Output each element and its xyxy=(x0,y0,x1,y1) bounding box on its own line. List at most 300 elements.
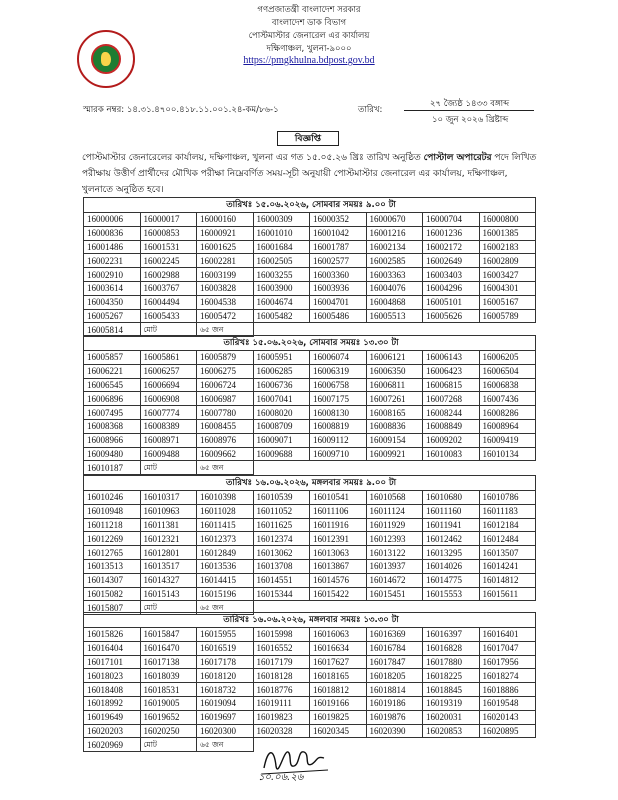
roll-number-cell: 16000017 xyxy=(140,213,197,227)
date-label: তারিখ: xyxy=(358,105,383,115)
roll-number-cell: 16016519 xyxy=(197,641,254,655)
roll-number-cell: 16008165 xyxy=(366,406,423,420)
roll-number-cell: 16001216 xyxy=(366,226,423,240)
roll-number-cell: 16004301 xyxy=(479,281,536,295)
table-row xyxy=(84,696,536,710)
roll-number-cell: 16014812 xyxy=(479,573,536,587)
roll-number-cell: 16004350 xyxy=(84,295,141,309)
roll-number-cell: 16012374 xyxy=(253,532,310,546)
total-label: মোট xyxy=(140,323,197,337)
roll-number-cell: 16019697 xyxy=(197,710,254,724)
roll-number-cell: 16020328 xyxy=(253,724,310,738)
roll-number-cell: 16006758 xyxy=(310,378,367,392)
roll-number-cell: 16006896 xyxy=(84,392,141,406)
roll-number-cell: 16020345 xyxy=(310,724,367,738)
roll-number-cell: 16018205 xyxy=(366,669,423,683)
roll-number-cell: 16016404 xyxy=(84,641,141,655)
roll-number-cell: 16019649 xyxy=(84,710,141,724)
roll-number-cell: 16001010 xyxy=(253,226,310,240)
roll-number-cell: 16003427 xyxy=(479,268,536,282)
roll-number-cell: 16007780 xyxy=(197,406,254,420)
roll-number-cell: 16009154 xyxy=(366,433,423,447)
roll-number-cell: 16013062 xyxy=(253,546,310,560)
roll-number-cell: 16019823 xyxy=(253,710,310,724)
roll-number-cell: 16005486 xyxy=(310,309,367,323)
roll-number-cell: 16008849 xyxy=(423,419,480,433)
roll-number-cell: 16020250 xyxy=(140,724,197,738)
roll-number-cell: 16002910 xyxy=(84,268,141,282)
roll-number-cell: 16016634 xyxy=(310,641,367,655)
table-row xyxy=(84,392,536,406)
roll-number-cell: 16017627 xyxy=(310,655,367,669)
roll-number-cell: 16010539 xyxy=(253,491,310,505)
roll-number-cell: 16020300 xyxy=(197,724,254,738)
roll-number-cell: 16011929 xyxy=(366,518,423,532)
post-name: পোস্টাল অপারেটর xyxy=(423,153,492,163)
roll-number-cell: 16000670 xyxy=(366,213,423,227)
roll-number-cell: 16012484 xyxy=(479,532,536,546)
roll-number-cell: 16005472 xyxy=(197,309,254,323)
roll-number-cell: 16005267 xyxy=(84,309,141,323)
roll-number-cell: 16009688 xyxy=(253,447,310,461)
roll-number-cell: 16011183 xyxy=(479,504,536,518)
table-row xyxy=(84,628,536,642)
roll-number-cell: 16017956 xyxy=(479,655,536,669)
roll-number-cell: 16003255 xyxy=(253,268,310,282)
roll-number-cell: 16008020 xyxy=(253,406,310,420)
table-row xyxy=(84,559,536,573)
roll-number-cell: 16011052 xyxy=(253,504,310,518)
roll-number-cell: 16002281 xyxy=(197,254,254,268)
roll-number-cell: 16006724 xyxy=(197,378,254,392)
roll-number-cell: 16012391 xyxy=(310,532,367,546)
roll-number-cell: 16019166 xyxy=(310,696,367,710)
date-divider xyxy=(404,110,534,111)
roll-number-cell: 16002134 xyxy=(366,240,423,254)
roll-number-cell: 16004674 xyxy=(253,295,310,309)
roll-number-cell: 16015344 xyxy=(253,587,310,601)
roll-number-cell: 16013517 xyxy=(140,559,197,573)
roll-number-cell: 16015955 xyxy=(197,628,254,642)
roll-number-cell: 16012462 xyxy=(423,532,480,546)
roll-number-cell: 16013122 xyxy=(366,546,423,560)
session-heading-row xyxy=(84,476,536,491)
roll-number-cell: 16000921 xyxy=(197,226,254,240)
roll-number-cell: 16001531 xyxy=(140,240,197,254)
notice-body-part2: পদে লিখিত পরীক্ষায় উত্তীর্ণ প্রার্থীদের মৌখিক পরীক্ষা নিম্নেবর্ণিত সময়-সূচী অনুযায়ী পোস্টমাস্টার জেনারেল এর কার্যালয়, দক্ষিণাঞ্চল, খুলনাতে অনুষ্ঠিত হবে। xyxy=(82,153,537,195)
roll-number-cell: 16012849 xyxy=(197,546,254,560)
roll-number-cell: 16013867 xyxy=(310,559,367,573)
roll-number-cell: 16006319 xyxy=(310,364,367,378)
table-row xyxy=(84,669,536,683)
roll-number-cell: 16019548 xyxy=(479,696,536,710)
table-row xyxy=(84,226,536,240)
roll-number-cell: 16003363 xyxy=(366,268,423,282)
table-row xyxy=(84,378,536,392)
table-row xyxy=(84,518,536,532)
roll-number-cell: 16010541 xyxy=(310,491,367,505)
roll-number-cell: 16019005 xyxy=(140,696,197,710)
roll-number-cell: 16019319 xyxy=(423,696,480,710)
roll-number-cell: 16004494 xyxy=(140,295,197,309)
roll-number-cell: 16008709 xyxy=(253,419,310,433)
table-row xyxy=(84,546,536,560)
total-row xyxy=(84,461,536,475)
roll-number-cell: 16002585 xyxy=(366,254,423,268)
roll-number-cell: 16018165 xyxy=(310,669,367,683)
roll-number-cell: 16012269 xyxy=(84,532,141,546)
roll-number-cell: 16018531 xyxy=(140,683,197,697)
roll-number-cell: 16003900 xyxy=(253,281,310,295)
roll-number-cell: 16017101 xyxy=(84,655,141,669)
session-heading: তারিখঃ ১৫.০৬.২০২৬, সোমবার সময়ঃ ১৩.৩০ টা xyxy=(84,336,536,351)
memo-number: স্মারক নম্বর: ১৪.৩১.৪৭০০.৪১৮.১১.০০১.২৪-কম/৮৬-১ xyxy=(83,105,279,115)
roll-number-cell: 16003936 xyxy=(310,281,367,295)
government-seal-logo xyxy=(77,30,135,88)
roll-number-cell: 16019111 xyxy=(253,696,310,710)
roll-number-cell: 16018225 xyxy=(423,669,480,683)
roll-number-cell: 16014307 xyxy=(84,573,141,587)
total-count: ৬৫ জন xyxy=(197,461,254,475)
roll-number-cell: 16010083 xyxy=(423,447,480,461)
roll-number-cell: 16002183 xyxy=(479,240,536,254)
roll-number-cell: 16011160 xyxy=(423,504,480,518)
table-row xyxy=(84,364,536,378)
website-link[interactable]: https://pmgkhulna.bdpost.gov.bd xyxy=(243,55,375,66)
roll-number-cell: 16017047 xyxy=(479,641,536,655)
roll-number-cell: 16019825 xyxy=(310,710,367,724)
roll-number-cell: 16018992 xyxy=(84,696,141,710)
roll-number-cell: 16014551 xyxy=(253,573,310,587)
roll-number-cell: 16020853 xyxy=(423,724,480,738)
roll-number-cell: 16014576 xyxy=(310,573,367,587)
roll-number-cell: 16015847 xyxy=(140,628,197,642)
roll-number-cell: 16002809 xyxy=(479,254,536,268)
roll-number-cell: 16010187 xyxy=(84,461,141,475)
roll-number-cell: 16016784 xyxy=(366,641,423,655)
roll-number-cell: 16019186 xyxy=(366,696,423,710)
roll-number-cell: 16008130 xyxy=(310,406,367,420)
roll-number-cell: 16011415 xyxy=(197,518,254,532)
roll-number-cell: 16006257 xyxy=(140,364,197,378)
roll-number-cell: 16001236 xyxy=(423,226,480,240)
roll-number-cell: 16002245 xyxy=(140,254,197,268)
roll-number-cell: 16008819 xyxy=(310,419,367,433)
roll-number-cell: 16001684 xyxy=(253,240,310,254)
roll-number-cell: 16016063 xyxy=(310,628,367,642)
roll-number-cell: 16001787 xyxy=(310,240,367,254)
roll-number-cell: 16017138 xyxy=(140,655,197,669)
roll-number-cell: 16006121 xyxy=(366,351,423,365)
roll-number-cell: 16008389 xyxy=(140,419,197,433)
roll-number-cell: 16011625 xyxy=(253,518,310,532)
header-line-dept: বাংলাদেশ ডাক বিভাগ xyxy=(271,18,347,28)
table-row xyxy=(84,351,536,365)
roll-number-cell: 16008966 xyxy=(84,433,141,447)
roll-number-cell: 16006694 xyxy=(140,378,197,392)
table-row xyxy=(84,295,536,309)
roll-number-cell: 16006205 xyxy=(479,351,536,365)
roll-number-cell: 16018776 xyxy=(253,683,310,697)
roll-number-cell: 16005167 xyxy=(479,295,536,309)
roll-number-cell: 16004538 xyxy=(197,295,254,309)
roll-number-cell: 16018732 xyxy=(197,683,254,697)
roll-number-cell: 16008455 xyxy=(197,419,254,433)
table-row xyxy=(84,724,536,738)
roll-number-cell: 16015611 xyxy=(479,587,536,601)
roll-number-cell: 16009071 xyxy=(253,433,310,447)
roll-number-cell: 16016470 xyxy=(140,641,197,655)
roll-number-cell: 16015553 xyxy=(423,587,480,601)
roll-number-cell: 16009921 xyxy=(366,447,423,461)
roll-number-cell: 16000836 xyxy=(84,226,141,240)
roll-number-cell: 16013507 xyxy=(479,546,536,560)
roll-number-cell: 16020031 xyxy=(423,710,480,724)
table-row xyxy=(84,213,536,227)
roll-number-cell: 16016397 xyxy=(423,628,480,642)
roll-number-cell: 16016552 xyxy=(253,641,310,655)
roll-number-cell: 16018812 xyxy=(310,683,367,697)
roll-number-cell: 16010317 xyxy=(140,491,197,505)
schedule-table-3 xyxy=(83,475,536,615)
roll-number-cell: 16018408 xyxy=(84,683,141,697)
session-heading: তারিখঃ ১৬.০৬.২০২৬, মঙ্গলবার সময়ঃ ৯.০০ টা xyxy=(84,476,536,491)
roll-number-cell: 16005433 xyxy=(140,309,197,323)
roll-number-cell: 16006423 xyxy=(423,364,480,378)
schedule-table-4 xyxy=(83,612,536,752)
roll-number-cell: 16007041 xyxy=(253,392,310,406)
roll-number-cell: 16019876 xyxy=(366,710,423,724)
table-row xyxy=(84,641,536,655)
roll-number-cell: 16013937 xyxy=(366,559,423,573)
roll-number-cell: 16000160 xyxy=(197,213,254,227)
roll-number-cell: 16002172 xyxy=(423,240,480,254)
roll-number-cell: 16010246 xyxy=(84,491,141,505)
roll-number-cell: 16006504 xyxy=(479,364,536,378)
total-label: মোট xyxy=(140,461,197,475)
table-row xyxy=(84,655,536,669)
roll-number-cell: 16009202 xyxy=(423,433,480,447)
roll-number-cell: 16015196 xyxy=(197,587,254,601)
roll-number-cell: 16012321 xyxy=(140,532,197,546)
roll-number-cell: 16005814 xyxy=(84,323,141,337)
roll-number-cell: 16007175 xyxy=(310,392,367,406)
table-row xyxy=(84,504,536,518)
table-row xyxy=(84,309,536,323)
session-heading: তারিখঃ ১৬.০৬.২০২৬, মঙ্গলবার সময়ঃ ১৩.৩০ টা xyxy=(84,613,536,628)
roll-number-cell: 16014415 xyxy=(197,573,254,587)
table-row xyxy=(84,573,536,587)
roll-number-cell: 16015082 xyxy=(84,587,141,601)
date-bangla: ২৭ জ্যৈষ্ঠ ১৪৩৩ বঙ্গাব্দ xyxy=(430,99,510,109)
roll-number-cell: 16006221 xyxy=(84,364,141,378)
roll-number-cell: 16010786 xyxy=(479,491,536,505)
roll-number-cell: 16015422 xyxy=(310,587,367,601)
roll-number-cell: 16015143 xyxy=(140,587,197,601)
schedule-table-2 xyxy=(83,335,536,475)
roll-number-cell: 16000853 xyxy=(140,226,197,240)
roll-number-cell: 16010680 xyxy=(423,491,480,505)
roll-number-cell: 16017178 xyxy=(197,655,254,669)
notice-body xyxy=(82,150,538,198)
roll-number-cell: 16012184 xyxy=(479,518,536,532)
roll-number-cell: 16005857 xyxy=(84,351,141,365)
roll-number-cell: 16005861 xyxy=(140,351,197,365)
table-row xyxy=(84,587,536,601)
roll-number-cell: 16018274 xyxy=(479,669,536,683)
roll-number-cell: 16009488 xyxy=(140,447,197,461)
roll-number-cell: 16016828 xyxy=(423,641,480,655)
session-heading-row xyxy=(84,613,536,628)
roll-number-cell: 16016401 xyxy=(479,628,536,642)
date-english: ১০ জুন ২০২৬ খ্রিষ্টাব্দ xyxy=(432,115,509,125)
roll-number-cell: 16006736 xyxy=(253,378,310,392)
roll-number-cell: 16010948 xyxy=(84,504,141,518)
roll-number-cell: 16000800 xyxy=(479,213,536,227)
session-heading: তারিখঃ ১৫.০৬.২০২৬, সোমবার সময়ঃ ৯.০০ টা xyxy=(84,198,536,213)
roll-number-cell: 16020143 xyxy=(479,710,536,724)
roll-number-cell: 16001486 xyxy=(84,240,141,254)
roll-number-cell: 16005626 xyxy=(423,309,480,323)
roll-number-cell: 16001042 xyxy=(310,226,367,240)
roll-number-cell: 16016369 xyxy=(366,628,423,642)
roll-number-cell: 16001625 xyxy=(197,240,254,254)
roll-number-cell: 16020203 xyxy=(84,724,141,738)
roll-number-cell: 16008244 xyxy=(423,406,480,420)
roll-number-cell: 16003828 xyxy=(197,281,254,295)
roll-number-cell: 16006987 xyxy=(197,392,254,406)
roll-number-cell: 16018814 xyxy=(366,683,423,697)
roll-number-cell: 16006908 xyxy=(140,392,197,406)
roll-number-cell: 16017179 xyxy=(253,655,310,669)
roll-number-cell: 16018886 xyxy=(479,683,536,697)
roll-number-cell: 16014672 xyxy=(366,573,423,587)
roll-number-cell: 16011106 xyxy=(310,504,367,518)
schedule-table-1 xyxy=(83,197,536,337)
roll-number-cell: 16009662 xyxy=(197,447,254,461)
roll-number-cell: 16011941 xyxy=(423,518,480,532)
roll-number-cell: 16008368 xyxy=(84,419,141,433)
total-count: ৬৫ জন xyxy=(197,738,254,752)
header-line-govt: গণপ্রজাতন্ত্রী বাংলাদেশ সরকার xyxy=(257,5,361,15)
roll-number-cell: 16015998 xyxy=(253,628,310,642)
roll-number-cell: 16005101 xyxy=(423,295,480,309)
roll-number-cell: 16010398 xyxy=(197,491,254,505)
total-label: মোট xyxy=(140,738,197,752)
roll-number-cell: 16006143 xyxy=(423,351,480,365)
roll-number-cell: 16003403 xyxy=(423,268,480,282)
roll-number-cell: 16008836 xyxy=(366,419,423,433)
table-row xyxy=(84,406,536,420)
roll-number-cell: 16013513 xyxy=(84,559,141,573)
table-row xyxy=(84,447,536,461)
roll-number-cell: 16004701 xyxy=(310,295,367,309)
roll-number-cell: 16010568 xyxy=(366,491,423,505)
header-line-address: দক্ষিণাঞ্চল, খুলনা-৯০০০ xyxy=(266,44,352,54)
roll-number-cell: 16018128 xyxy=(253,669,310,683)
roll-number-cell: 16018120 xyxy=(197,669,254,683)
roll-number-cell: 16000309 xyxy=(253,213,310,227)
roll-number-cell: 16013536 xyxy=(197,559,254,573)
roll-number-cell: 16000704 xyxy=(423,213,480,227)
roll-number-cell: 16006074 xyxy=(310,351,367,365)
roll-number-cell: 16003199 xyxy=(197,268,254,282)
roll-number-cell: 16009710 xyxy=(310,447,367,461)
roll-number-cell: 16019094 xyxy=(197,696,254,710)
roll-number-cell: 16008976 xyxy=(197,433,254,447)
table-row xyxy=(84,254,536,268)
roll-number-cell: 16018039 xyxy=(140,669,197,683)
total-count: ৬৫ জন xyxy=(197,601,254,615)
roll-number-cell: 16004076 xyxy=(366,281,423,295)
roll-number-cell: 16004296 xyxy=(423,281,480,295)
roll-number-cell: 16020390 xyxy=(366,724,423,738)
roll-number-cell: 16005482 xyxy=(253,309,310,323)
roll-number-cell: 16017880 xyxy=(423,655,480,669)
table-row xyxy=(84,532,536,546)
roll-number-cell: 16010134 xyxy=(479,447,536,461)
roll-number-cell: 16002231 xyxy=(84,254,141,268)
roll-number-cell: 16006275 xyxy=(197,364,254,378)
roll-number-cell: 16014241 xyxy=(479,559,536,573)
roll-number-cell: 16014327 xyxy=(140,573,197,587)
roll-number-cell: 16003767 xyxy=(140,281,197,295)
signature-date: ১০.০৬.২৬ xyxy=(258,772,304,783)
roll-number-cell: 16013708 xyxy=(253,559,310,573)
roll-number-cell: 16001385 xyxy=(479,226,536,240)
roll-number-cell: 16015826 xyxy=(84,628,141,642)
roll-number-cell: 16004868 xyxy=(366,295,423,309)
roll-number-cell: 16003360 xyxy=(310,268,367,282)
roll-number-cell: 16008286 xyxy=(479,406,536,420)
roll-number-cell: 16009112 xyxy=(310,433,367,447)
total-label: মোট xyxy=(140,601,197,615)
roll-number-cell: 16012801 xyxy=(140,546,197,560)
table-row xyxy=(84,683,536,697)
table-row xyxy=(84,281,536,295)
table-row xyxy=(84,419,536,433)
roll-number-cell: 16012393 xyxy=(366,532,423,546)
roll-number-cell: 16005513 xyxy=(366,309,423,323)
table-row xyxy=(84,491,536,505)
table-row xyxy=(84,268,536,282)
roll-number-cell: 16006545 xyxy=(84,378,141,392)
roll-number-cell: 16007261 xyxy=(366,392,423,406)
notice-title: বিজ্ঞপ্তি xyxy=(277,131,339,146)
session-heading-row xyxy=(84,198,536,213)
roll-number-cell: 16013063 xyxy=(310,546,367,560)
table-row xyxy=(84,433,536,447)
roll-number-cell: 16002505 xyxy=(253,254,310,268)
roll-number-cell: 16011916 xyxy=(310,518,367,532)
roll-number-cell: 16006285 xyxy=(253,364,310,378)
roll-number-cell: 16008964 xyxy=(479,419,536,433)
roll-number-cell: 16012765 xyxy=(84,546,141,560)
roll-number-cell: 16007495 xyxy=(84,406,141,420)
roll-number-cell: 16008971 xyxy=(140,433,197,447)
roll-number-cell: 16010963 xyxy=(140,504,197,518)
table-row xyxy=(84,240,536,254)
session-heading-row xyxy=(84,336,536,351)
roll-number-cell: 16006811 xyxy=(366,378,423,392)
roll-number-cell: 16006815 xyxy=(423,378,480,392)
roll-number-cell: 16002649 xyxy=(423,254,480,268)
total-count: ৬৫ জন xyxy=(197,323,254,337)
roll-number-cell: 16000006 xyxy=(84,213,141,227)
roll-number-cell: 16018023 xyxy=(84,669,141,683)
roll-number-cell: 16020895 xyxy=(479,724,536,738)
header-line-office: পোস্টমাস্টার জেনারেল এর কার্যালয় xyxy=(248,31,370,41)
